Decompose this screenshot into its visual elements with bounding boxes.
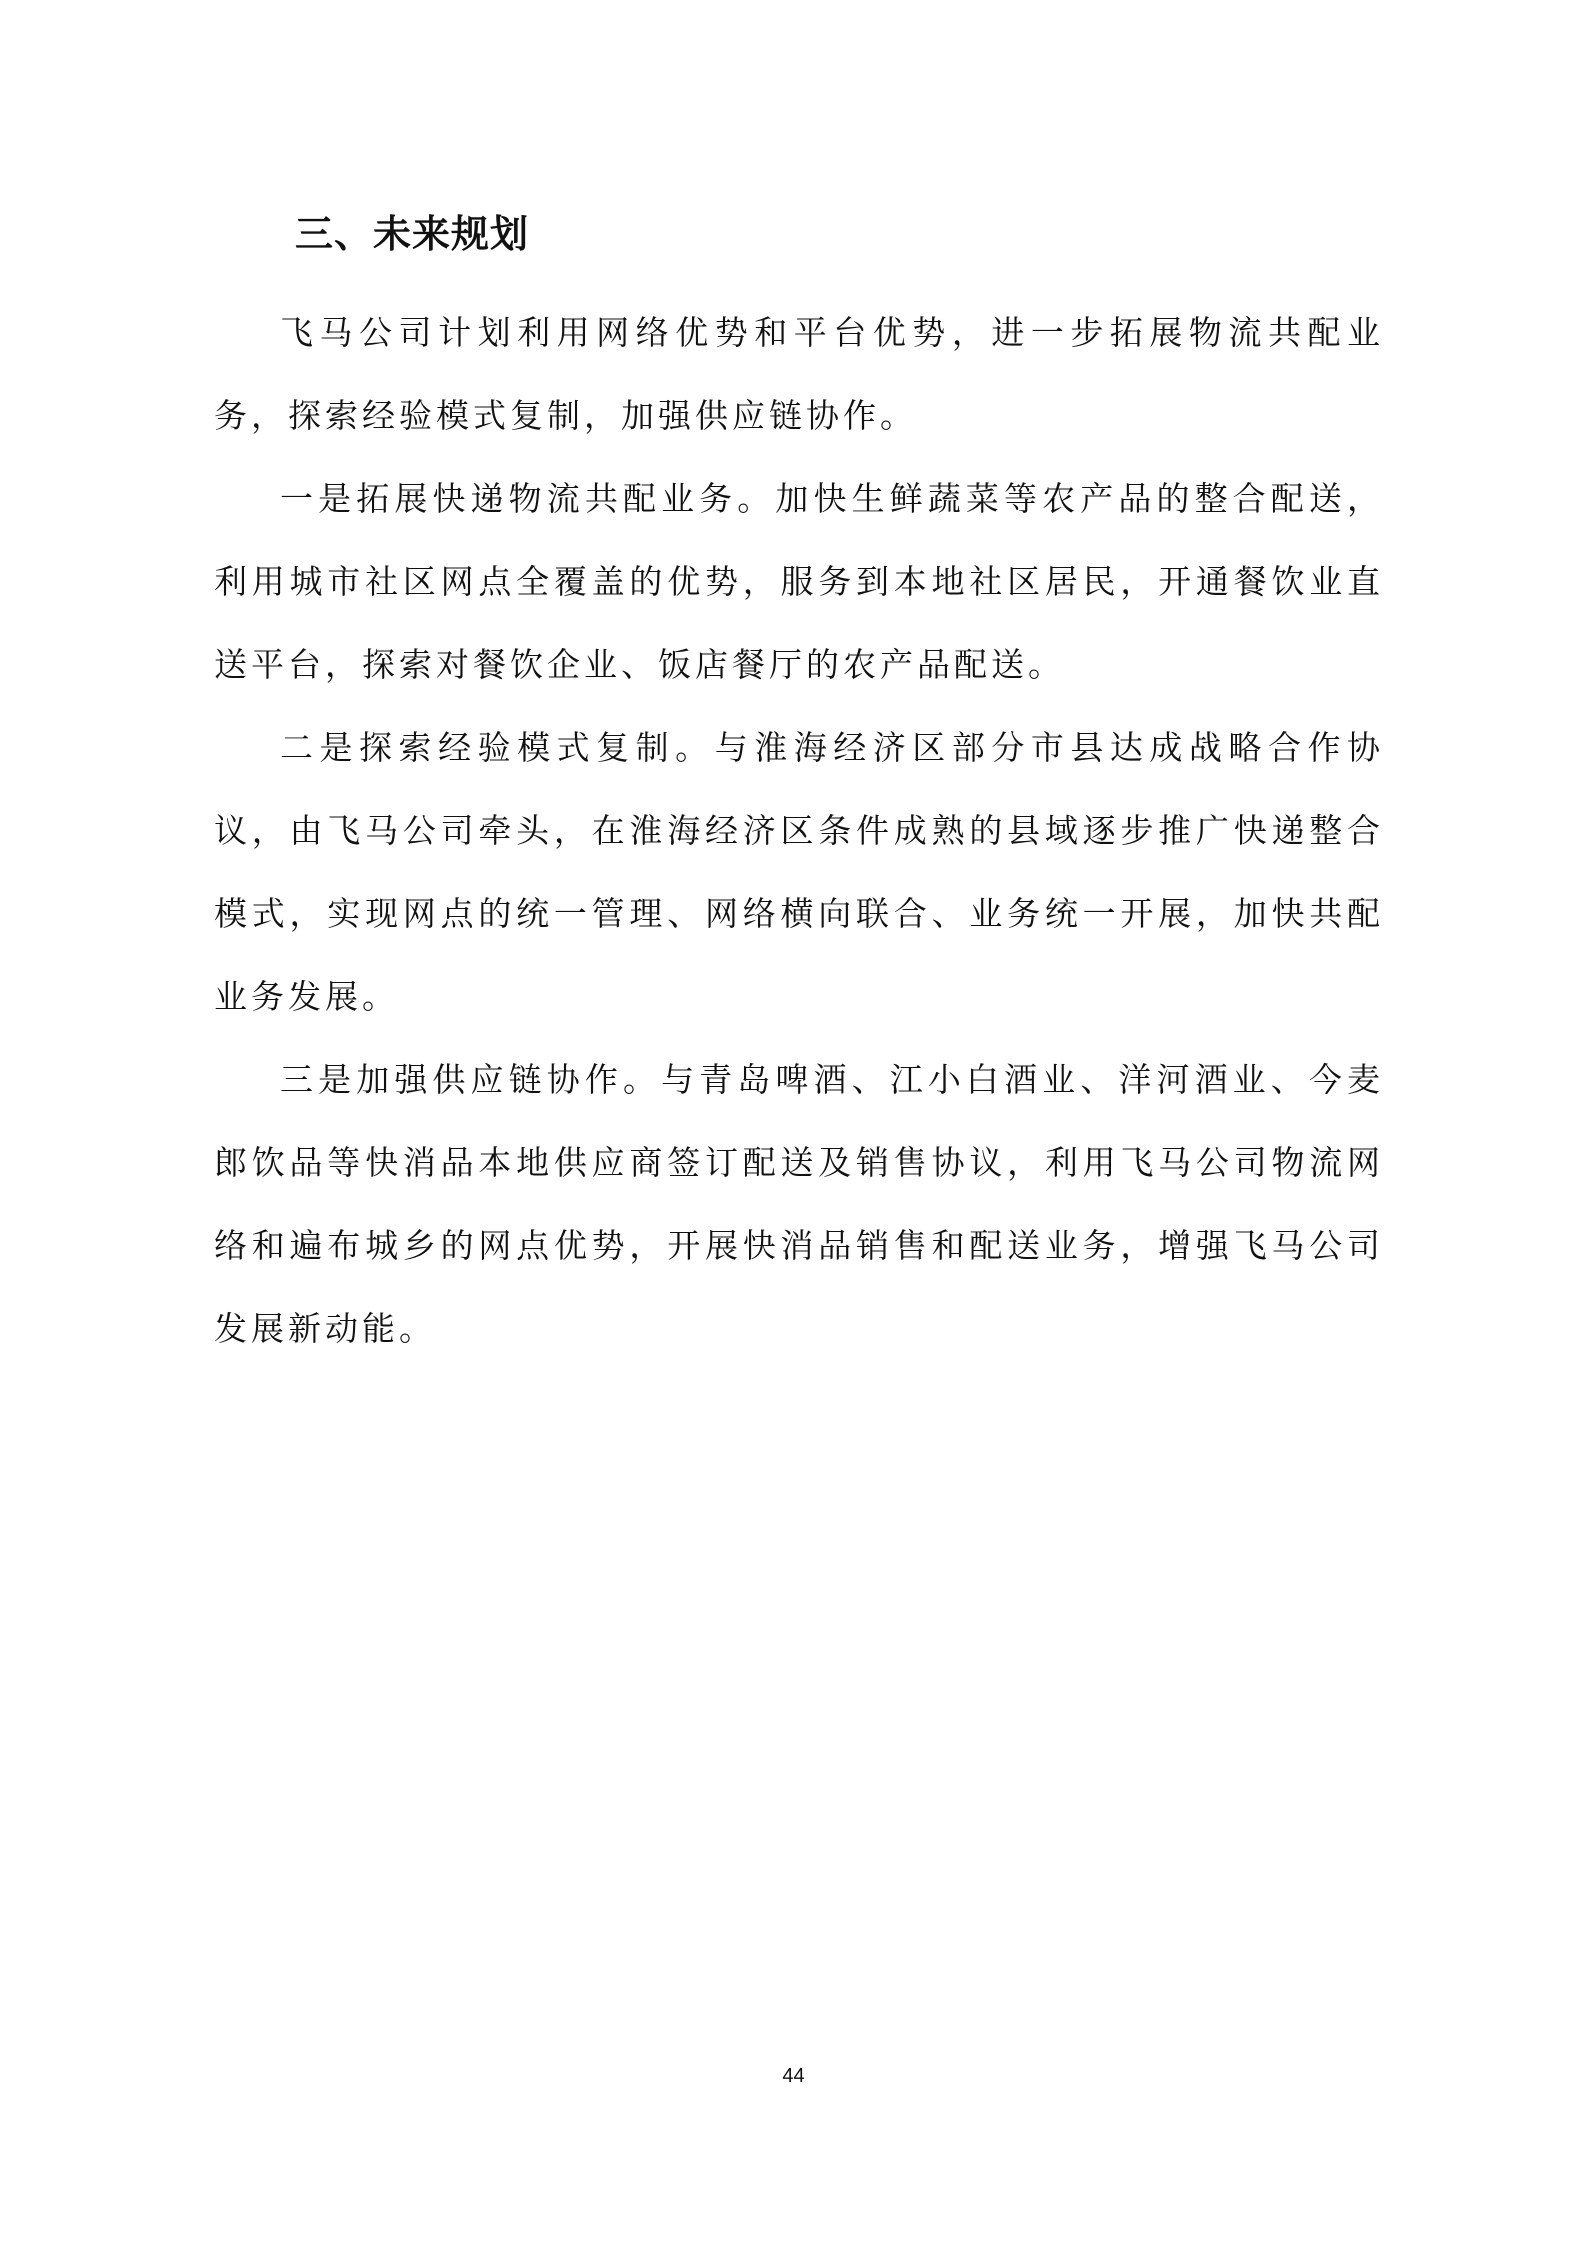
paragraph-logistics: 一是拓展快递物流共配业务。加快生鲜蔬菜等农产品的整合配送，利用城市社区网点全覆盖的优势，服务到本地社区居民，开通餐饮业直送平台，探索对餐饮企业、饭店餐厅的农产品配送。 [214, 479, 1384, 684]
section-heading: 三、未来规划 [295, 212, 530, 256]
paragraph-intro: 飞马公司计划利用网络优势和平台优势，进一步拓展物流共配业务，探索经验模式复制，加强供应链协作。 [214, 313, 1384, 435]
page-number: 44 [782, 2065, 805, 2087]
body-text [214, 291, 1384, 1370]
paragraph-model-replication: 二是探索经验模式复制。与淮海经济区部分市县达成战略合作协议，由飞马公司牵头，在淮海经济区条件成熟的县域逐步推广快递整合模式，实现网点的统一管理、网络横向联合、业务统一开展，加快共配业务发展。 [214, 728, 1384, 1016]
paragraph-supply-chain: 三是加强供应链协作。与青岛啤酒、江小白酒业、洋河酒业、今麦郎饮品等快消品本地供应商签订配送及销售协议，利用飞马公司物流网络和遍布城乡的网点优势，开展快消品销售和配送业务，增强飞马公司发展新动能。 [214, 1060, 1384, 1348]
